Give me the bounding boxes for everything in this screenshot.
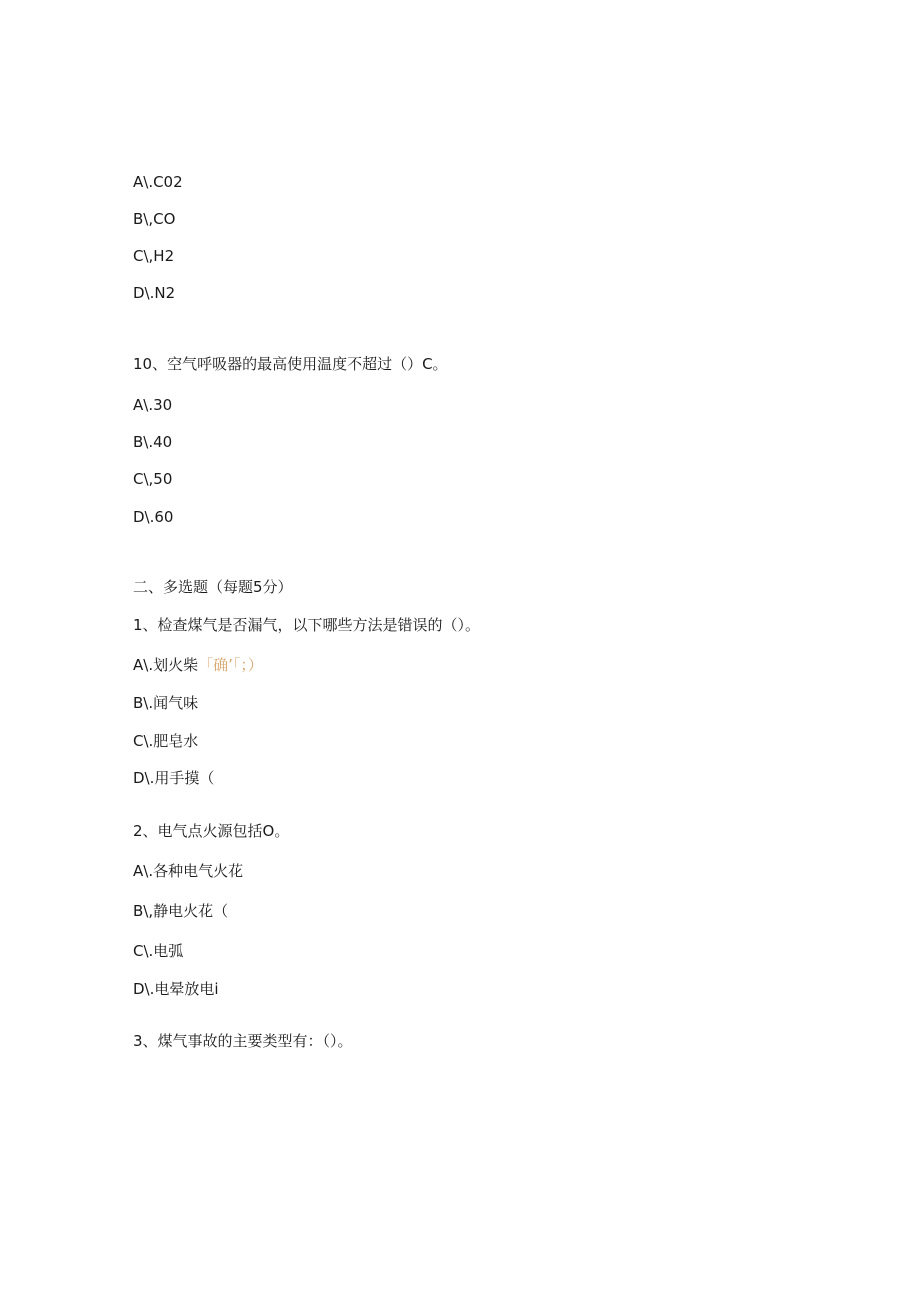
section-heading: 二、多选题（每题5分） (133, 578, 293, 596)
q9-option-d: D\.N2 (133, 284, 176, 302)
mq1-option-a-text: A\.划火柴 (133, 656, 199, 674)
mq2-stem: 2、电气点火源包括O。 (133, 822, 290, 840)
q9-option-c: C\,H2 (133, 247, 175, 265)
mq3-stem: 3、煤气事故的主要类型有：（）。 (133, 1032, 353, 1050)
mq1-option-d: D\.用手摸（ (133, 769, 215, 787)
q9-option-a: A\.C02 (133, 173, 183, 191)
q9-option-b: B\,CO (133, 210, 176, 228)
q10-option-a: A\.30 (133, 396, 173, 414)
mq2-option-d: D\.电晕放电i (133, 980, 219, 998)
q10-option-c: C\,50 (133, 470, 173, 488)
mq2-option-c: C\.电弧 (133, 942, 184, 960)
q10-option-d: D\.60 (133, 508, 174, 526)
mq1-option-a-annotation: 「确’「；） (198, 656, 263, 674)
mq1-option-a (133, 655, 263, 675)
mq1-option-b: B\.闻气味 (133, 694, 199, 712)
mq1-option-c: C\.肥皂水 (133, 732, 199, 750)
mq1-stem: 1、检查煤气是否漏气，以下哪些方法是错误的（）。 (133, 616, 481, 634)
mq2-option-b: B\,静电火花（ (133, 902, 229, 920)
mq2-option-a: A\.各种电气火花 (133, 862, 244, 880)
q10-option-b: B\.40 (133, 433, 173, 451)
q10-stem: 10、空气呼吸器的最高使用温度不超过（）C。 (133, 355, 448, 373)
